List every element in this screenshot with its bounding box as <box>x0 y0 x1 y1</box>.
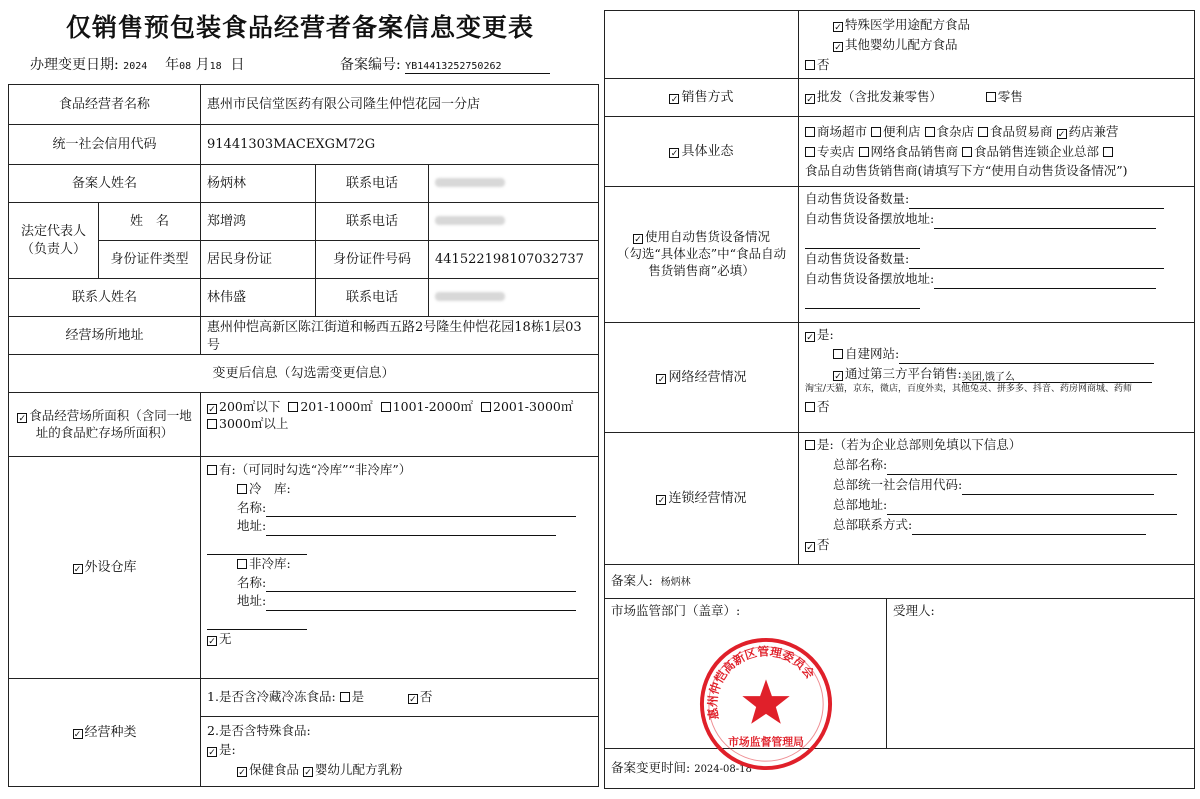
record-number: 备案编号: YB14413252750262 <box>340 54 550 74</box>
chain-label-cell: ✓ 连锁经营情况 <box>605 433 799 565</box>
non-cold-address-field[interactable] <box>266 598 576 611</box>
chain-no-checkbox[interactable]: ✓ <box>806 543 814 553</box>
id-type-value: 居民身份证 <box>201 241 316 279</box>
format-option-checkbox-2[interactable] <box>871 127 881 137</box>
vending-checkbox[interactable]: ✓ <box>634 235 642 246</box>
operator-name-value: 惠州市民信堂医药有限公司隆生仲恺花园一分店 <box>201 85 599 125</box>
change-date: 办理变更日期: 2024 年08 月18 日 <box>30 57 245 73</box>
cold-storage-checkbox[interactable] <box>237 484 247 494</box>
online-label-cell: ✓ 网络经营情况 <box>605 323 799 433</box>
third-party-checkbox[interactable]: ✓ <box>834 371 842 382</box>
area-option-checkbox-1[interactable]: ✓ <box>208 405 216 416</box>
filer-footer-row: 备案人: 杨炳林 <box>605 565 1195 599</box>
own-site-checkbox[interactable] <box>833 349 843 359</box>
legal-rep-phone-label: 联系电话 <box>316 203 429 241</box>
q1-row: 1.是否含冷藏冷冻食品: 是 ✓ 否 <box>201 679 599 717</box>
q2-yes-checkbox[interactable]: ✓ <box>208 748 216 759</box>
seal-text: 惠州仲恺高新区管理委员会 <box>705 644 818 721</box>
other-infant-checkbox[interactable]: ✓ <box>834 42 842 53</box>
hq-address-field[interactable] <box>887 502 1177 515</box>
format-option-checkbox-1[interactable] <box>805 127 815 137</box>
format-option-checkbox-5[interactable]: ✓ <box>1057 130 1066 141</box>
area-checkbox[interactable]: ✓ <box>18 413 27 424</box>
format-option-checkbox-9[interactable] <box>1103 147 1113 157</box>
change-time-value: 2024-08-18 <box>694 764 752 776</box>
format-options: 商场超市 便利店 食杂店 食品贸易商 ✓ 药店兼营 专卖店 网络食品销售商 食品销售连锁企业总部 食品自动售货销售商(请填写下方“使用自动售货设备情况”) <box>799 117 1195 187</box>
health-food-checkbox[interactable]: ✓ <box>238 767 246 778</box>
receiver-label: 受理人: <box>893 603 935 618</box>
form-title: 仅销售预包装食品经营者备案信息变更表 <box>65 13 534 42</box>
online-yes-checkbox[interactable]: ✓ <box>806 333 814 343</box>
vending-fields: 自动售货设备数量: 自动售货设备摆放地址: 自动售货设备数量: 自动售货设备摆放地址: <box>799 187 1195 323</box>
hq-name-field[interactable] <box>887 462 1177 475</box>
operator-name-label: 食品经营者名称 <box>9 85 201 125</box>
legal-rep-name-value: 郑增鸿 <box>201 203 316 241</box>
changed-info-header: 变更后信息（勾选需变更信息） <box>9 355 599 393</box>
sales-mode-label-cell: ✓ 销售方式 <box>605 79 799 117</box>
special-no-checkbox[interactable] <box>805 60 815 70</box>
cold-name-field[interactable] <box>266 504 576 517</box>
contact-phone-redacted <box>429 279 599 317</box>
change-time-row: 备案变更时间: 2024-08-18 <box>605 749 1195 789</box>
right-form-table <box>604 10 1195 599</box>
svg-text:市场监督管理局: 市场监督管理局 <box>728 735 804 749</box>
online-checkbox[interactable]: ✓ <box>657 374 666 385</box>
legal-rep-label: 法定代表人（负责人） <box>9 203 99 279</box>
id-type-label: 身份证件类型 <box>99 241 201 279</box>
market-dept-cell <box>605 599 887 749</box>
chain-options: 是:（若为企业总部则免填以下信息） 总部名称: 总部统一社会信用代码: 总部地址: 总部联系方式: ✓ 否 <box>799 433 1195 565</box>
blank-continuation-cell <box>605 11 799 79</box>
q1-no-checkbox[interactable]: ✓ <box>409 695 417 706</box>
warehouse-label-cell: ✓ 外设仓库 <box>9 457 201 679</box>
chain-checkbox[interactable]: ✓ <box>657 495 666 506</box>
area-option-checkbox-3[interactable] <box>381 402 391 412</box>
sales-mode-checkbox[interactable]: ✓ <box>670 94 679 105</box>
non-cold-name-field[interactable] <box>266 579 576 592</box>
id-number-value: 441522198107032737 <box>429 241 599 279</box>
contact-phone-label: 联系电话 <box>316 279 429 317</box>
chain-yes-checkbox[interactable] <box>805 440 815 450</box>
form-right-page <box>604 10 1196 792</box>
category-label-cell: ✓ 经营种类 <box>9 679 201 787</box>
official-seal-icon <box>697 635 835 773</box>
own-site-field[interactable] <box>899 351 1154 364</box>
format-option-checkbox-6[interactable] <box>805 147 815 157</box>
filer-name-label: 备案人姓名 <box>9 165 201 203</box>
hq-contact-field[interactable] <box>912 522 1146 535</box>
format-option-checkbox-8[interactable] <box>962 147 972 157</box>
area-options: ✓ 200㎡以下 201-1000㎡ 1001-2000㎡ 2001-3000㎡ 3000㎡以上 <box>201 393 599 457</box>
q1-yes-checkbox[interactable] <box>340 692 350 702</box>
record-number-value: YB14413252750262 <box>405 61 502 72</box>
vending-addr-field-1[interactable] <box>934 216 1156 229</box>
vending-qty-field-2[interactable] <box>909 256 1164 269</box>
vending-qty-field-1[interactable] <box>909 196 1164 209</box>
phone-label: 联系电话 <box>316 165 429 203</box>
category-checkbox[interactable]: ✓ <box>73 729 82 740</box>
filer-footer-value: 杨炳林 <box>660 577 691 589</box>
format-label-cell: ✓ 具体业态 <box>605 117 799 187</box>
special-medical-checkbox[interactable]: ✓ <box>834 22 842 33</box>
approval-table <box>604 598 1195 789</box>
phone-value-redacted <box>429 165 599 203</box>
special-food-options: ✓ 特殊医学用途配方食品 ✓ 其他婴幼儿配方食品 否 <box>799 11 1195 79</box>
format-option-checkbox-4[interactable] <box>978 127 988 137</box>
third-party-field[interactable]: 美团,饿了么 <box>962 370 1152 383</box>
cold-address-field[interactable] <box>266 523 556 536</box>
market-dept-label: 市场监管部门（盖章）: <box>611 603 741 618</box>
credit-code-value: 91441303MACEXGM72G <box>201 125 599 165</box>
filer-name-value: 杨炳林 <box>201 165 316 203</box>
format-option-checkbox-7[interactable] <box>859 147 869 157</box>
online-no-checkbox[interactable] <box>805 402 815 412</box>
receiver-cell <box>887 599 1195 749</box>
warehouse-options: 有:（可同时勾选“冷库”“非冷库”） 冷 库: 名称: 地址: 非冷库: 名称: 地址: ✓ 无 <box>201 457 599 679</box>
credit-code-label: 统一社会信用代码 <box>9 125 201 165</box>
q2-block: 2.是否含特殊食品: ✓ 是: ✓ 保健食品 ✓ 婴幼儿配方乳粉 <box>201 717 599 787</box>
hq-code-field[interactable] <box>962 482 1154 495</box>
format-checkbox[interactable]: ✓ <box>670 148 679 159</box>
legal-rep-phone-redacted <box>429 203 599 241</box>
vending-label-cell: ✓ 使用自动售货设备情况 （勾选“具体业态”中“食品自动售货销售商”必填） <box>605 187 799 323</box>
id-number-label: 身份证件号码 <box>316 241 429 279</box>
platform-list: 淘宝/天猫，京东，微店，百度外卖，其他兔灵、拼多多、抖音、药房网商城、药师 <box>805 384 1133 395</box>
contact-name-label: 联系人姓名 <box>9 279 201 317</box>
legal-rep-name-label: 姓 名 <box>99 203 201 241</box>
address-label: 经营场所地址 <box>9 317 201 355</box>
online-options: ✓ 是: 自建网站: ✓ 通过第三方平台销售:美团,饿了么 淘宝/天猫，京东，微店，百度外卖，其他兔灵、拼多多、抖音、药房网商城、药师 否 <box>799 323 1195 433</box>
address-value: 惠州仲恺高新区陈江街道和畅西五路2号隆生仲恺花园18栋1层03号 <box>201 317 599 355</box>
infant-formula-checkbox[interactable]: ✓ <box>304 767 312 778</box>
left-form-table <box>8 84 599 787</box>
warehouse-yes-checkbox[interactable] <box>207 465 217 475</box>
sales-mode-options: ✓ 批发（含批发兼零售） 零售 <box>799 79 1195 117</box>
area-label-cell: ✓ 食品经营场所面积（含同一地址的食品贮存场所面积） <box>9 393 201 457</box>
contact-name-value: 林伟盛 <box>201 279 316 317</box>
warehouse-no-checkbox[interactable]: ✓ <box>208 636 216 647</box>
area-option-checkbox-2[interactable] <box>288 402 298 412</box>
warehouse-checkbox[interactable]: ✓ <box>73 564 82 575</box>
non-cold-storage-checkbox[interactable] <box>237 559 247 569</box>
vending-addr-field-2[interactable] <box>934 276 1156 289</box>
area-option-checkbox-5[interactable] <box>207 419 217 429</box>
wholesale-checkbox[interactable]: ✓ <box>806 95 814 106</box>
format-option-checkbox-3[interactable] <box>925 127 935 137</box>
area-option-checkbox-4[interactable] <box>481 402 491 412</box>
retail-checkbox[interactable] <box>986 92 996 102</box>
